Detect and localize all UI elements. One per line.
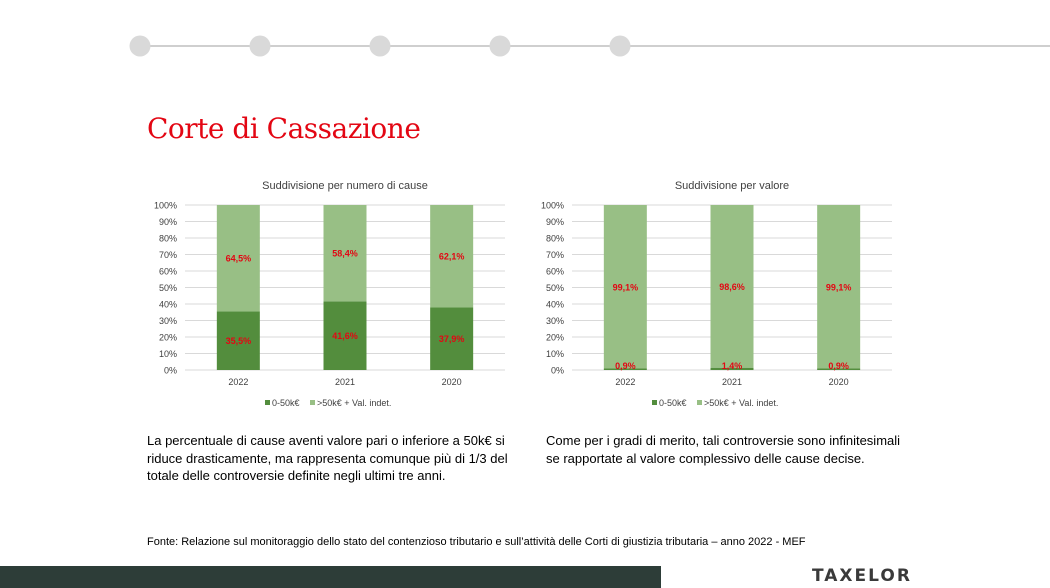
- y-tick-label: 60%: [545, 266, 564, 277]
- paragraph-value: Come per i gradi di merito, tali controversie sono infinitesimali se rapportate al valore complessivo delle cause decise.: [546, 433, 901, 466]
- y-tick-label: 30%: [545, 316, 564, 326]
- y-tick-label: 40%: [158, 299, 177, 310]
- data-label: 99,1%: [612, 282, 639, 293]
- x-tick-label: 2020: [441, 377, 462, 387]
- x-tick-label: 2021: [334, 377, 356, 387]
- x-tick-label: 2021: [721, 377, 743, 387]
- progress-step-dot: [250, 36, 271, 57]
- legend-swatch: [265, 400, 270, 405]
- y-tick-label: 30%: [158, 316, 177, 326]
- footer-bar: [0, 566, 661, 588]
- data-label: 98,6%: [719, 281, 745, 292]
- data-label: 41,6%: [332, 331, 358, 342]
- data-label: 58,4%: [332, 248, 358, 259]
- y-tick-label: 40%: [545, 299, 564, 310]
- x-tick-label: 2020: [828, 377, 849, 387]
- y-tick-label: 100%: [153, 200, 177, 211]
- data-label: 64,5%: [225, 253, 252, 264]
- y-tick-label: 80%: [545, 233, 564, 244]
- y-tick-label: 90%: [158, 217, 177, 227]
- chart-count: [140, 172, 520, 417]
- data-label: 0,9%: [615, 361, 636, 371]
- legend-swatch: [310, 400, 315, 405]
- data-label: 35,5%: [225, 336, 252, 347]
- y-tick-label: 20%: [545, 332, 564, 343]
- legend-label: >50k€ + Val. indet.: [317, 398, 392, 408]
- legend-label: >50k€ + Val. indet.: [704, 398, 779, 408]
- progress-step-dot: [130, 36, 151, 57]
- data-label: 0,9%: [828, 361, 849, 371]
- legend-swatch: [652, 400, 657, 405]
- legend-label: 0-50k€: [659, 398, 687, 408]
- x-tick-label: 2022: [615, 377, 636, 387]
- y-tick-label: 50%: [545, 283, 564, 293]
- y-tick-label: 100%: [540, 200, 564, 211]
- y-tick-label: 50%: [158, 283, 177, 293]
- chart-title: Suddivisione per numero di cause: [262, 180, 428, 192]
- y-tick-label: 60%: [158, 266, 177, 277]
- data-label: 1,4%: [721, 361, 743, 371]
- chart-value: [527, 172, 907, 417]
- y-tick-label: 80%: [158, 233, 177, 244]
- brand-logo: TAXELOR: [812, 566, 912, 586]
- y-tick-label: 90%: [545, 217, 564, 227]
- y-tick-label: 10%: [158, 349, 177, 359]
- chart-title: Suddivisione per valore: [674, 180, 790, 192]
- legend-label: 0-50k€: [272, 398, 300, 408]
- y-tick-label: 70%: [158, 250, 177, 260]
- data-label: 99,1%: [825, 282, 852, 293]
- x-tick-label: 2022: [228, 377, 249, 387]
- paragraph-count: La percentuale di cause aventi valore pari o inferiore a 50k€ si riduce drasticamente, ma rappresenta comunque più di 1/3 del totale delle controversie definite negli ultimi tre anni.: [147, 433, 508, 483]
- y-tick-label: 0%: [550, 365, 564, 376]
- progress-step-dot: [490, 36, 511, 57]
- progress-step-dot: [610, 36, 631, 57]
- page-title: Corte di Cassazione: [147, 112, 421, 145]
- y-tick-label: 10%: [545, 349, 564, 359]
- legend-swatch: [697, 400, 702, 405]
- y-tick-label: 70%: [545, 250, 564, 260]
- data-label: 37,9%: [438, 334, 465, 345]
- y-tick-label: 0%: [163, 365, 177, 376]
- source-note: Fonte: Relazione sul monitoraggio dello stato del contenzioso tributario e sull’attività delle Corti di giustizia tributaria – anno 2022 - MEF: [147, 536, 806, 548]
- data-label: 62,1%: [438, 251, 465, 262]
- y-tick-label: 20%: [158, 332, 177, 343]
- progress-step-dot: [370, 36, 391, 57]
- progress-stepper: [0, 0, 1050, 90]
